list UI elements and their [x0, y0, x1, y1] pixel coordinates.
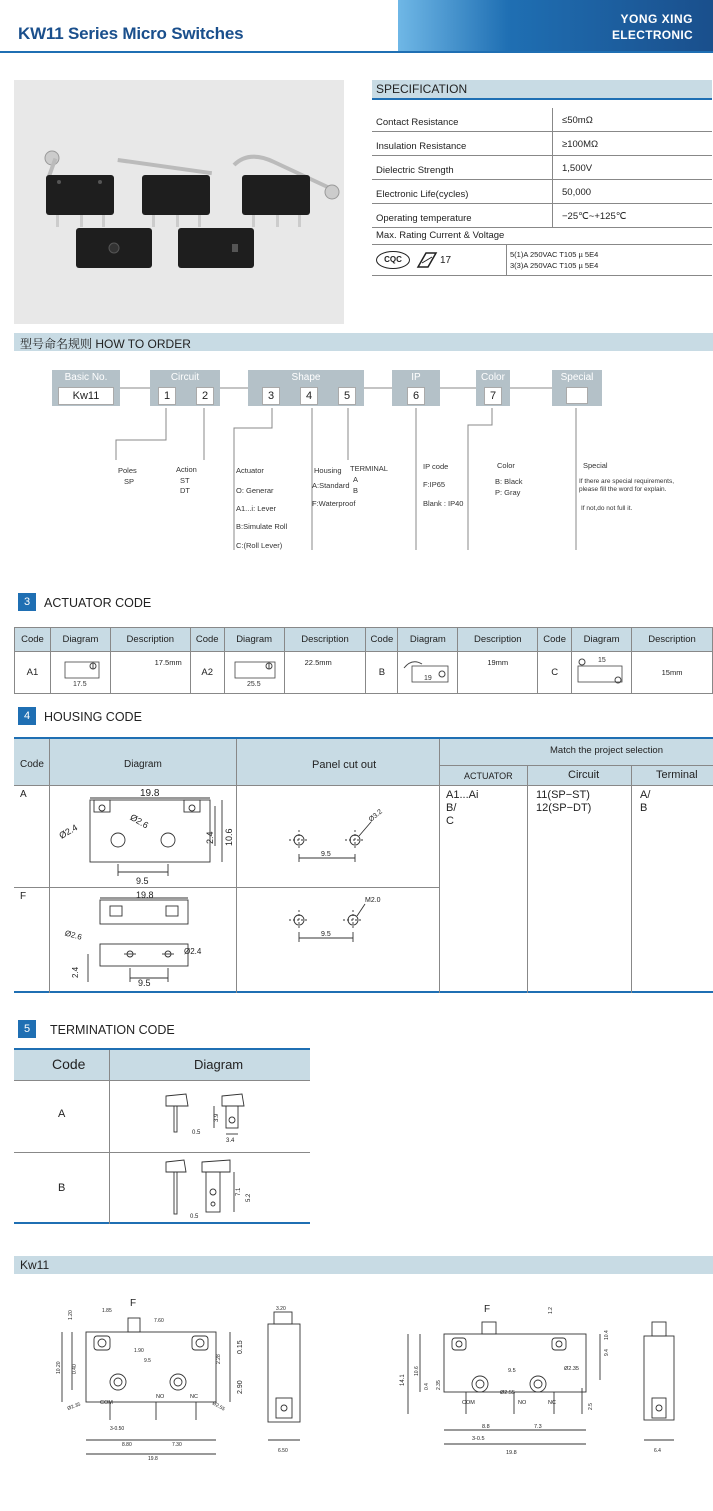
col-header: Code [15, 628, 51, 652]
housing-col-panel: Panel cut out [312, 759, 377, 771]
cert-number: 17 [440, 255, 452, 266]
brand-line1: YONG XING [620, 12, 693, 26]
col-header: Description [284, 628, 366, 652]
spec-key: Contact Resistance [376, 117, 459, 128]
order-value-s4: 4 [300, 387, 318, 405]
rating-row [372, 244, 712, 276]
note-st: ST [180, 476, 190, 485]
kw11-l-r2: 6.50 [278, 1448, 288, 1454]
actuator-table [14, 627, 713, 694]
kw11-l-d3: 7.60 [154, 1318, 164, 1324]
kw11-l-d2: 1.85 [102, 1308, 112, 1314]
housing-act1: A1...Ai [446, 789, 479, 801]
kw11-l-d8: 2.28 [216, 1354, 222, 1364]
note-action: Action [176, 465, 197, 474]
col-header: Description [458, 628, 538, 652]
order-label-color: Color [481, 372, 505, 383]
note-o: O: Generar [236, 486, 274, 495]
housing-f-panel-m: M2.0 [365, 897, 381, 904]
act-dim-b: 19 [424, 675, 433, 682]
spec-title: SPECIFICATION [372, 80, 712, 100]
section-number: 3 [18, 593, 36, 611]
kw11-r-no: NO [518, 1400, 527, 1406]
housing-diagram-f [50, 888, 237, 993]
col-header: Diagram [572, 628, 632, 652]
kw11-r-d12: 8.8 [482, 1424, 490, 1430]
term-code-a: A [58, 1108, 66, 1120]
housing-a-dim-w: 19.8 [140, 788, 160, 799]
kw11-r-d6: 14.1 [400, 1374, 406, 1386]
spec-value: ≤50mΩ [562, 115, 593, 126]
housing-f-panel-s: 9.5 [321, 931, 331, 938]
col-header: Diagram [224, 628, 284, 652]
housing-actuator-list [446, 789, 478, 828]
spec-value: 50,000 [562, 187, 592, 198]
rating-line2: 3(3)A 250VAC T105 µ 5E4 [510, 261, 599, 270]
term-diagram-b [154, 1156, 264, 1222]
act-desc-c: 15mm [632, 652, 713, 694]
act-dim-a1: 17.5 [72, 681, 87, 688]
housing-col-circuit: Circuit [568, 769, 600, 781]
kw11-r-d9: 2.35 [436, 1380, 442, 1390]
act-diagram-a1 [50, 652, 110, 694]
kw11-l-d10: 2.90 [237, 1380, 244, 1394]
section-number: 4 [18, 707, 36, 725]
act-code-a2: A2 [190, 652, 224, 694]
housing-term1: A/ [640, 789, 651, 801]
order-label-special: Special [560, 372, 594, 383]
note-ipcode: IP code [423, 462, 449, 471]
kw11-r-com: COM [462, 1400, 475, 1406]
note-term-a: A [353, 475, 359, 484]
order-box-ip [392, 370, 440, 406]
housing-f-dim-h1: 2.4 [71, 966, 80, 978]
kw11-r-d1: 1.2 [548, 1307, 554, 1314]
page-title: KW11 Series Micro Switches [18, 24, 244, 43]
kw11-l-d4: 1.90 [134, 1348, 144, 1354]
spec-value: ≥100MΩ [562, 139, 599, 150]
kw11-l-f: F [130, 1298, 137, 1309]
note-a-std: A:Standard [312, 481, 350, 490]
housing-circ2: 12(SP−DT) [536, 802, 592, 814]
housing-act2: B/ [446, 802, 457, 814]
kw11-l-d14: 8.80 [122, 1442, 132, 1448]
order-value-ip: 6 [407, 387, 425, 405]
housing-a-dim-s: 9.5 [136, 876, 149, 886]
note-ip65: F:IP65 [423, 480, 446, 489]
kw11-r-d11: 2.5 [588, 1403, 594, 1410]
order-value-s3: 3 [262, 387, 280, 405]
note-housing: Housing [314, 466, 342, 475]
kw11-r-d15: 19.8 [506, 1450, 517, 1456]
order-value-basic: Kw11 [58, 387, 114, 405]
kw11-l-d12: Ø2.55 [211, 1400, 226, 1413]
spec-row [372, 132, 712, 156]
housing-col-match: Match the project selection [550, 745, 664, 756]
housing-panel-f [237, 888, 440, 993]
housing-terminal-list [640, 789, 650, 815]
kw11-right-drawing [396, 1290, 686, 1466]
kw11-l-no: NO [156, 1394, 165, 1400]
note-sp: SP [124, 477, 135, 486]
note-c: C:(Roll Lever) [236, 541, 283, 550]
housing-f-dim-s: 9.5 [138, 978, 151, 988]
spec-key: Operating temperature [376, 213, 472, 224]
kw11-l-d9: 0.15 [237, 1340, 244, 1354]
kw11-l-d7: 0.40 [72, 1364, 78, 1374]
note-b: B:Simulate Roll [236, 522, 288, 531]
kw11-r-d10: Ø2.55 [500, 1390, 515, 1396]
housing-col-actuator: ACTUATOR [464, 771, 513, 781]
spec-key: Electronic Life(cycles) [376, 189, 469, 200]
kw11-r-d3: 10.4 [604, 1330, 610, 1340]
housing-a-dim-h2: 10.6 [224, 828, 234, 846]
actuator-title: ACTUATOR CODE [44, 596, 152, 610]
kw11-l-nc: NC [190, 1394, 198, 1400]
order-value-s5: 5 [338, 387, 356, 405]
kw11-r-d5: 9.5 [508, 1368, 516, 1374]
cert-icon [416, 251, 438, 269]
rating-line1: 5(1)A 250VAC T105 µ 5E4 [510, 250, 599, 259]
kw11-l-d11: Ø2.35 [66, 1401, 82, 1412]
term-a-d1: 3.9 [214, 1113, 220, 1122]
housing-f-dim-w: 19.8 [136, 890, 154, 900]
note-f-wp: F:Waterproof [312, 499, 356, 508]
housing-circ1: 11(SP−ST) [536, 789, 590, 801]
cqc-logo: CQC [376, 251, 410, 269]
kw11-r-r1: 6.4 [654, 1448, 661, 1454]
spec-row [372, 156, 712, 180]
note-poles: Poles [118, 466, 137, 475]
order-box-special [552, 370, 602, 406]
housing-circuit-list [536, 789, 591, 815]
housing-a-panel-s: 9.5 [321, 851, 331, 858]
col-header: Code [366, 628, 398, 652]
kw11-r-d7: 10.6 [414, 1366, 420, 1376]
term-b-d1: 7.1 [236, 1187, 242, 1196]
order-box-shape [248, 370, 364, 406]
col-header: Diagram [398, 628, 458, 652]
act-diagram-c [572, 652, 632, 694]
order-title: 型号命名规则 HOW TO ORDER [14, 333, 713, 351]
kw11-l-d15: 7.30 [172, 1442, 182, 1448]
kw11-l-d6: 10.20 [56, 1361, 62, 1374]
act-desc-b: 19mm [458, 652, 538, 694]
brand-line2: ELECTRONIC [612, 28, 693, 42]
term-b-d2: 0.5 [190, 1214, 199, 1220]
order-value-c1: 1 [158, 387, 176, 405]
housing-col-diagram: Diagram [124, 759, 162, 770]
housing-code-f: F [20, 891, 27, 902]
housing-f-dim-d1: Ø2.6 [63, 928, 83, 942]
housing-f-dim-d2: Ø2.4 [184, 947, 202, 956]
kw11-r-d14: 3-0.5 [472, 1436, 485, 1442]
act-code-b: B [366, 652, 398, 694]
kw11-title: Kw11 [14, 1256, 713, 1274]
term-a-d2: 0.5 [192, 1130, 201, 1136]
spec-row [372, 180, 712, 204]
housing-table [14, 737, 713, 993]
spec-row [372, 108, 712, 132]
housing-col-terminal: Terminal [656, 769, 698, 781]
spec-key: Insulation Resistance [376, 141, 467, 152]
act-dim-c: 15 [598, 657, 606, 664]
note-terminal: TERMINAL [350, 464, 388, 473]
note-special: Special [583, 461, 608, 470]
spec-row [372, 204, 712, 228]
kw11-l-r1: 3.20 [276, 1306, 286, 1312]
housing-diagram-a [50, 786, 237, 886]
order-label-ip: IP [411, 372, 421, 383]
act-desc-a2: 22.5mm [284, 652, 366, 694]
kw11-l-d1: 1.20 [68, 1310, 74, 1320]
col-header: Description [110, 628, 190, 652]
kw11-r-f: F [484, 1304, 491, 1315]
note-sp2: please fill the word for explain. [579, 486, 667, 493]
term-b-d3: 5.2 [246, 1193, 252, 1202]
term-col-code: Code [52, 1056, 86, 1072]
col-header: Code [190, 628, 224, 652]
product-photo [14, 80, 344, 324]
act-desc-a1: 17.5mm [110, 652, 190, 694]
housing-a-dim-h1: 2.4 [205, 831, 215, 844]
kw11-l-com: COM [100, 1400, 113, 1406]
housing-col-code: Code [20, 759, 44, 770]
order-label-shape: Shape [291, 372, 321, 383]
max-rating-label: Max. Rating Current & Voltage [376, 230, 505, 241]
kw11-l-d5: 9.5 [144, 1358, 151, 1364]
spec-value: −25℃~+125℃ [562, 211, 627, 222]
note-dt: DT [180, 486, 190, 495]
housing-a-dim-d2: Ø2.6 [128, 812, 151, 831]
act-dim-a2: 25.5 [246, 681, 261, 688]
note-gray: P: Gray [495, 488, 521, 497]
kw11-r-d8: 0.4 [424, 1383, 430, 1390]
termination-table [14, 1048, 310, 1224]
table-row [15, 652, 713, 694]
act-diagram-b [398, 652, 458, 694]
kw11-r-d13: 7.3 [534, 1424, 542, 1430]
termination-title: TERMINATION CODE [50, 1023, 175, 1037]
term-col-diagram: Diagram [194, 1057, 244, 1072]
kw11-r-d4: Ø2.35 [564, 1366, 579, 1372]
note-a1: A1...i: Lever [236, 504, 277, 513]
switch-illustration [14, 80, 344, 324]
note-actuator: Actuator [236, 466, 264, 475]
order-box-color [476, 370, 510, 406]
header-rule [0, 51, 713, 53]
housing-panel-a [237, 786, 440, 886]
housing-title: HOUSING CODE [44, 710, 142, 724]
term-code-b: B [58, 1182, 66, 1194]
note-sp3: If not,do not full it. [581, 505, 633, 512]
housing-code-a: A [20, 789, 27, 800]
housing-act3: C [446, 815, 454, 827]
order-box-basic [52, 370, 120, 406]
housing-a-panel-d: Ø3.2 [367, 808, 384, 824]
note-ip40: Blank : IP40 [423, 499, 464, 508]
order-value-special [566, 387, 588, 404]
note-color: Color [497, 461, 515, 470]
kw11-r-nc: NC [548, 1400, 556, 1406]
col-header: Diagram [50, 628, 110, 652]
order-value-c2: 2 [196, 387, 214, 405]
note-black: B: Black [495, 477, 523, 486]
order-box-circuit [150, 370, 220, 406]
kw11-r-d2: 9.4 [604, 1349, 610, 1356]
kw11-l-d16: 19.8 [148, 1456, 158, 1462]
col-header: Code [538, 628, 572, 652]
term-a-d3: 3.4 [226, 1138, 235, 1144]
order-label-circuit: Circuit [170, 372, 200, 383]
note-term-b: B [353, 486, 359, 495]
act-diagram-a2 [224, 652, 284, 694]
housing-a-dim-d1: Ø2.4 [57, 822, 80, 841]
kw11-l-d13: 3-0.50 [110, 1426, 125, 1432]
term-diagram-a [154, 1084, 264, 1150]
order-value-color: 7 [484, 387, 502, 405]
act-code-c: C [538, 652, 572, 694]
note-sp1: If there are special requirements, [579, 478, 675, 485]
brand-banner [398, 0, 713, 53]
act-code-a1: A1 [15, 652, 51, 694]
housing-term2: B [640, 802, 648, 814]
section-number: 5 [18, 1020, 36, 1038]
kw11-left-drawing [50, 1290, 310, 1466]
col-header: Description [632, 628, 713, 652]
order-label-basic: Basic No. [64, 372, 108, 383]
spec-key: Dielectric Strength [376, 165, 454, 176]
spec-value: 1,500V [562, 163, 593, 174]
